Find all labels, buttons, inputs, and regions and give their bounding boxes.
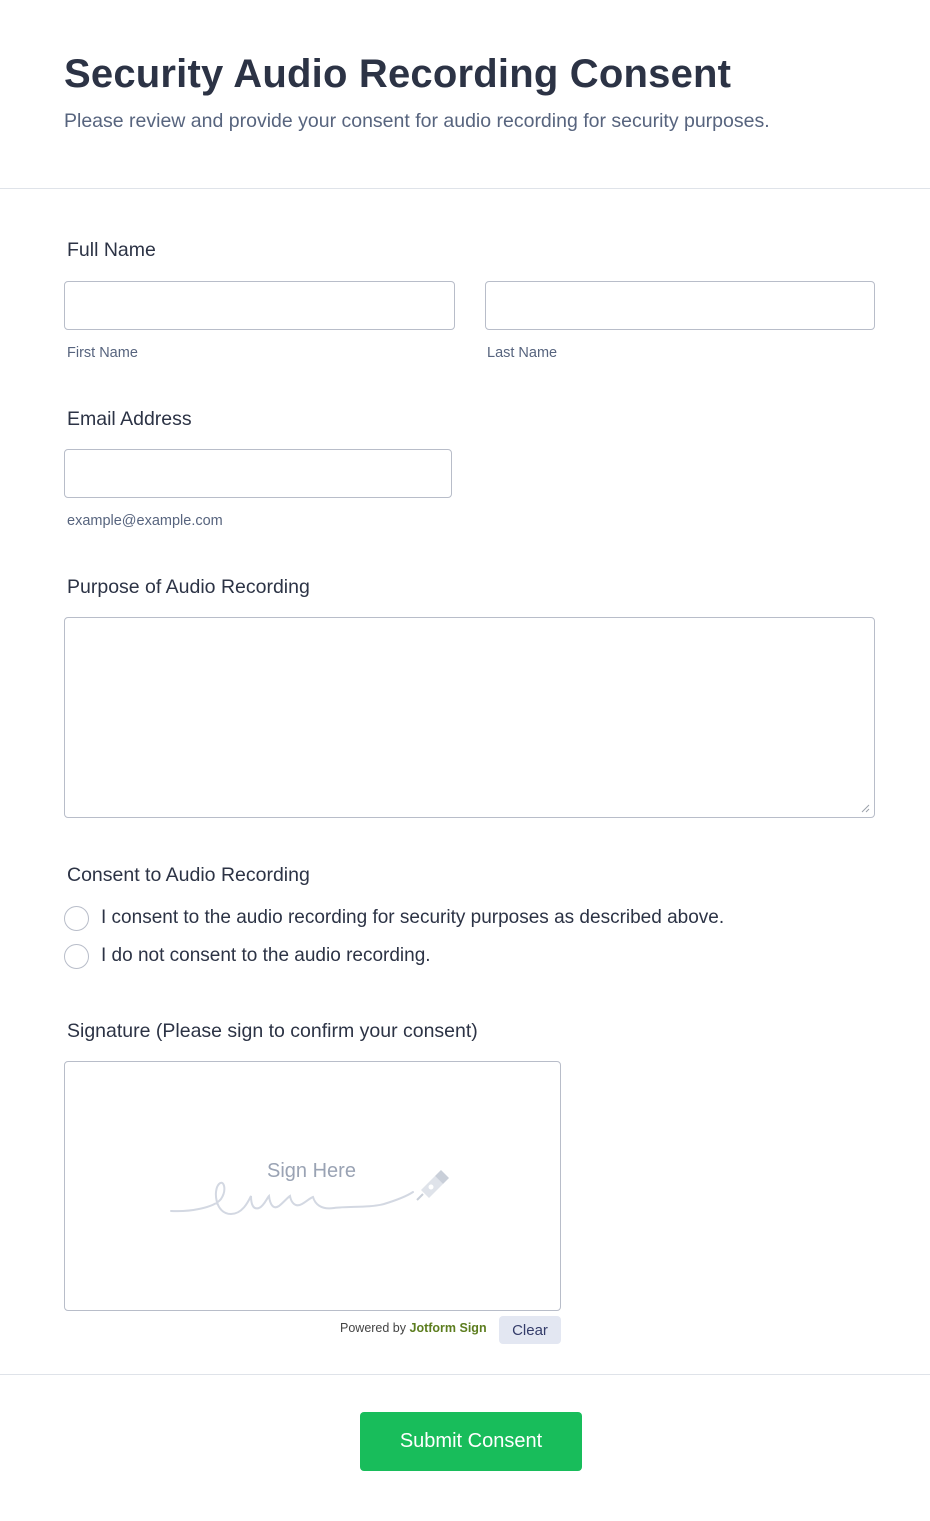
sign-here-placeholder: Sign Here — [267, 1160, 356, 1182]
powered-by-text — [340, 1321, 487, 1335]
radio-button-yes[interactable] — [64, 906, 89, 931]
email-input[interactable] — [64, 449, 452, 498]
form-header — [0, 0, 930, 189]
page-subtitle: Please review and provide your consent for audio recording for security purposes. — [64, 110, 770, 132]
first-name-input[interactable] — [64, 281, 455, 330]
consent-option-yes[interactable] — [64, 905, 724, 931]
signature-label: Signature (Please sign to confirm your consent) — [67, 1020, 478, 1042]
consent-option-no-label[interactable]: I do not consent to the audio recording. — [101, 945, 431, 966]
powered-by-label: Powered by — [340, 1321, 407, 1335]
purpose-textarea[interactable] — [64, 617, 875, 818]
signature-scribble-icon — [169, 1152, 459, 1222]
email-sublabel: example@example.com — [67, 513, 223, 529]
signature-pad[interactable] — [64, 1061, 561, 1311]
email-label: Email Address — [67, 408, 192, 430]
consent-option-yes-label[interactable]: I consent to the audio recording for security purposes as described above. — [101, 907, 725, 928]
page-title: Security Audio Recording Consent — [64, 52, 732, 96]
radio-button-no[interactable] — [64, 944, 89, 969]
consent-label: Consent to Audio Recording — [67, 864, 310, 886]
resize-handle-icon[interactable] — [860, 803, 870, 813]
submit-consent-button[interactable]: Submit Consent — [360, 1412, 582, 1471]
last-name-input[interactable] — [485, 281, 875, 330]
first-name-sublabel: First Name — [67, 345, 138, 361]
last-name-sublabel: Last Name — [487, 345, 558, 361]
consent-option-no[interactable] — [64, 943, 431, 969]
clear-signature-button[interactable]: Clear — [499, 1316, 561, 1344]
footer-divider — [0, 1374, 930, 1375]
full-name-label: Full Name — [67, 239, 156, 261]
jotform-sign-brand[interactable]: Jotform Sign — [409, 1321, 487, 1335]
purpose-label: Purpose of Audio Recording — [67, 576, 310, 598]
